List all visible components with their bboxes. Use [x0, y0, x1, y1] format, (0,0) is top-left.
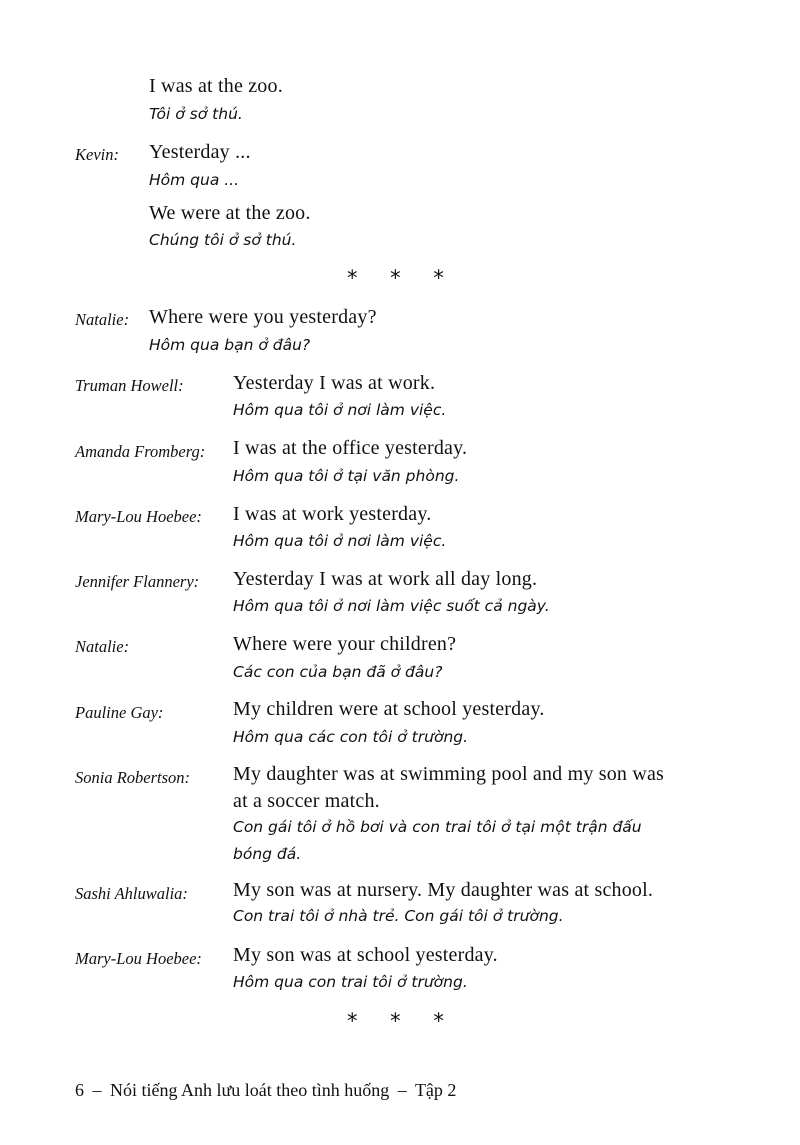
- speaker-name: Jennifer Flannery:: [75, 572, 200, 591]
- dialogue-line-en: I was at the zoo.: [149, 75, 283, 97]
- footer-dash: –: [397, 1080, 407, 1100]
- dialogue-line-vi: Hôm qua tôi ở nơi làm việc suốt cả ngày.: [233, 597, 550, 615]
- dialogue-line-vi: Hôm qua các con tôi ở trường.: [233, 728, 469, 746]
- dialogue-line-en: at a soccer match.: [233, 790, 380, 812]
- dialogue-line-en: My son was at school yesterday.: [233, 944, 498, 966]
- dialogue-line-vi: Hôm qua con trai tôi ở trường.: [233, 973, 468, 991]
- dialogue-line-vi: Con gái tôi ở hồ bơi và con trai tôi ở tại một trận đấu: [233, 818, 642, 836]
- dialogue-line-vi: Hôm qua ...: [149, 171, 240, 189]
- speaker-name: Mary-Lou Hoebee:: [75, 949, 202, 968]
- dialogue-line-en: We were at the zoo.: [149, 202, 311, 224]
- dialogue-line-vi: Chúng tôi ở sở thú.: [149, 231, 297, 249]
- speaker-name: Sashi Ahluwalia:: [75, 884, 188, 903]
- dialogue-line-en: I was at work yesterday.: [233, 503, 432, 525]
- dialogue-line-en: My daughter was at swimming pool and my son was: [233, 763, 665, 785]
- dialogue-line-vi: Hôm qua tôi ở tại văn phòng.: [233, 467, 460, 485]
- dialogue-line-en: My children were at school yesterday.: [233, 698, 545, 720]
- speaker-name: Pauline Gay:: [75, 703, 164, 722]
- dialogue-line-vi: Hôm qua bạn ở đâu?: [149, 336, 311, 354]
- book-title: Nói tiếng Anh lưu loát theo tình huống: [110, 1080, 390, 1100]
- dialogue-line-vi: Các con của bạn đã ở đâu?: [233, 663, 443, 681]
- speaker-name: Natalie:: [75, 310, 130, 329]
- dialogue-line-en: Yesterday I was at work all day long.: [233, 568, 538, 590]
- speaker-name: Truman Howell:: [75, 376, 184, 395]
- speaker-name: Kevin:: [75, 145, 119, 164]
- dialogue-line-en: Yesterday ...: [149, 141, 251, 163]
- dialogue-line-en: Where were your children?: [233, 633, 457, 655]
- dialogue-line-vi: Tôi ở sở thú.: [149, 105, 243, 123]
- dialogue-line-en: I was at the office yesterday.: [233, 437, 468, 459]
- dialogue-line-vi: Con trai tôi ở nhà trẻ. Con gái tôi ở trường.: [233, 907, 564, 925]
- section-separator: * * *: [347, 266, 457, 290]
- footer-dash: –: [92, 1080, 102, 1100]
- dialogue-line-en: Where were you yesterday?: [149, 306, 377, 328]
- dialogue-line-vi: Hôm qua tôi ở nơi làm việc.: [233, 532, 447, 550]
- section-separator: * * *: [347, 1009, 457, 1033]
- volume-label: Tập 2: [414, 1080, 457, 1100]
- page-footer: [75, 1080, 456, 1101]
- dialogue-line-en: My son was at nursery. My daughter was at school.: [233, 879, 654, 901]
- speaker-name: Natalie:: [75, 637, 130, 656]
- dialogue-line-en: Yesterday I was at work.: [233, 372, 436, 394]
- speaker-name: Amanda Fromberg:: [75, 442, 206, 461]
- dialogue-line-vi: bóng đá.: [233, 845, 302, 863]
- speaker-name: Mary-Lou Hoebee:: [75, 507, 202, 526]
- dialogue-line-vi: Hôm qua tôi ở nơi làm việc.: [233, 401, 447, 419]
- page-number: 6: [75, 1080, 84, 1100]
- speaker-name: Sonia Robertson:: [75, 768, 191, 787]
